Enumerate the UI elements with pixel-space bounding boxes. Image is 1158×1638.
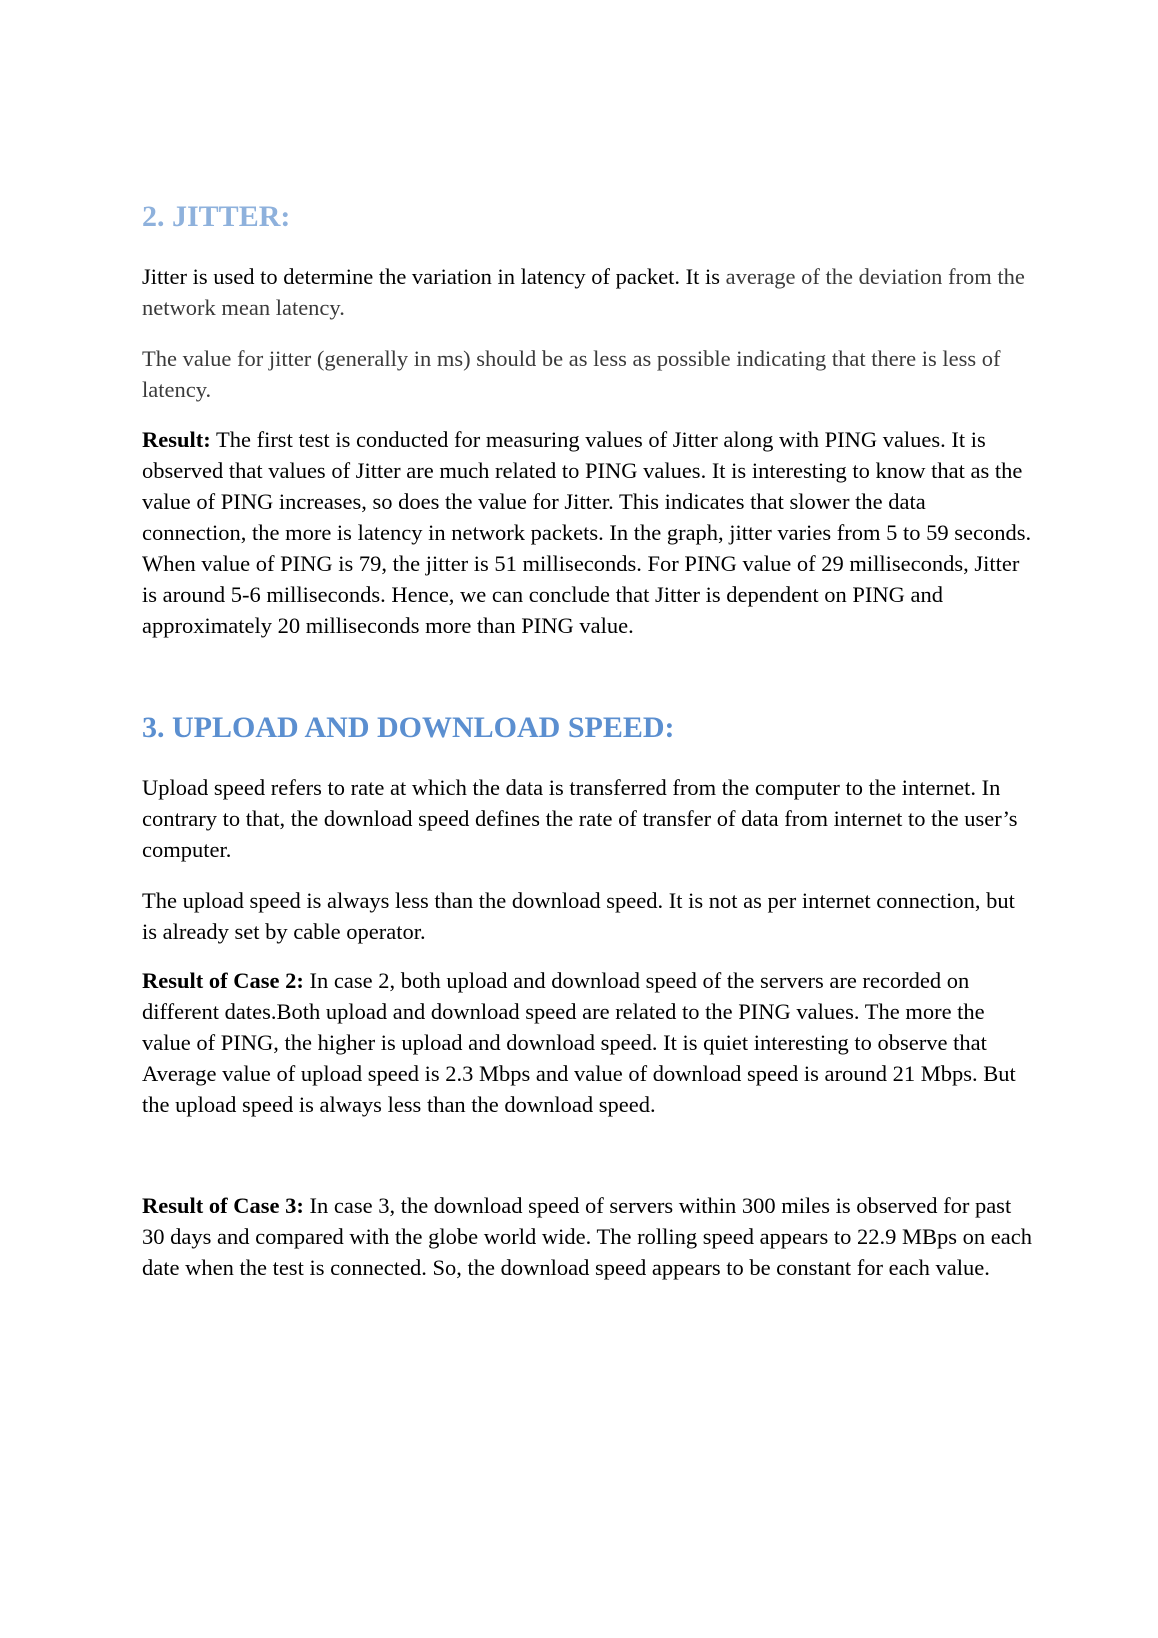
speed-heading: 3. UPLOAD AND DOWNLOAD SPEED: [142,711,675,744]
jitter-definition-paragraph [142,261,1034,323]
case3-result-label: Result of Case 3: [142,1193,304,1218]
jitter-definition-continuation: average of the deviation from the network mean latency. [142,264,1025,320]
case3-result-text: In case 3, the download speed of servers within 300 miles is observed for past 30 days and compared with the globe world wide. The rolling speed appears to 22.9 MBps on each date when the test is connected. So, the download speed appears to be constant for each value. [142,1193,1033,1280]
speed-definition-paragraph: Upload speed refers to rate at which the data is transferred from the computer to the internet. In contrary to that, the download speed defines the rate of transfer of data from internet to the user’s computer. [142,775,1018,862]
case2-result-text: In case 2, both upload and download speed of the servers are recorded on different dates.Both upload and download speed are related to the PING values. The more the value of PING, the higher is upload and download speed. It is quiet interesting to observe that Average value of upload speed is 2.3 Mbps and value of download speed is around 21 Mbps. But the upload speed is always less than the download speed. [142,968,1016,1117]
jitter-result-paragraph [142,424,1034,641]
jitter-heading: 2. JITTER: [142,200,291,233]
jitter-definition-text: Jitter is used to determine the variation in latency of packet. It is [142,264,726,289]
jitter-value-paragraph: The value for jitter (generally in ms) should be as less as possible indicating that there is less of latency. [142,346,1001,402]
case3-result-paragraph [142,1190,1034,1283]
case2-result-label: Result of Case 2: [142,968,304,993]
case2-result-paragraph [142,965,1034,1120]
jitter-result-label: Result: [142,427,211,452]
jitter-result-text: The first test is conducted for measuring values of Jitter along with PING values. It is observed that values of Jitter are much related to PING values. It is interesting to know that as the value of PING increases, so does the value for Jitter. This indicates that slower the data connection, the more is latency in network packets. In the graph, jitter varies from 5 to 59 seconds. When value of PING is 79, the jitter is 51 milliseconds. For PING value of 29 milliseconds, Jitter is around 5-6 milliseconds. Hence, we can conclude that Jitter is dependent on PING and approximately 20 milliseconds more than PING value. [142,427,1032,638]
speed-comparison-paragraph: The upload speed is always less than the download speed. It is not as per internet connection, but is already set by cable operator. [142,888,1015,944]
